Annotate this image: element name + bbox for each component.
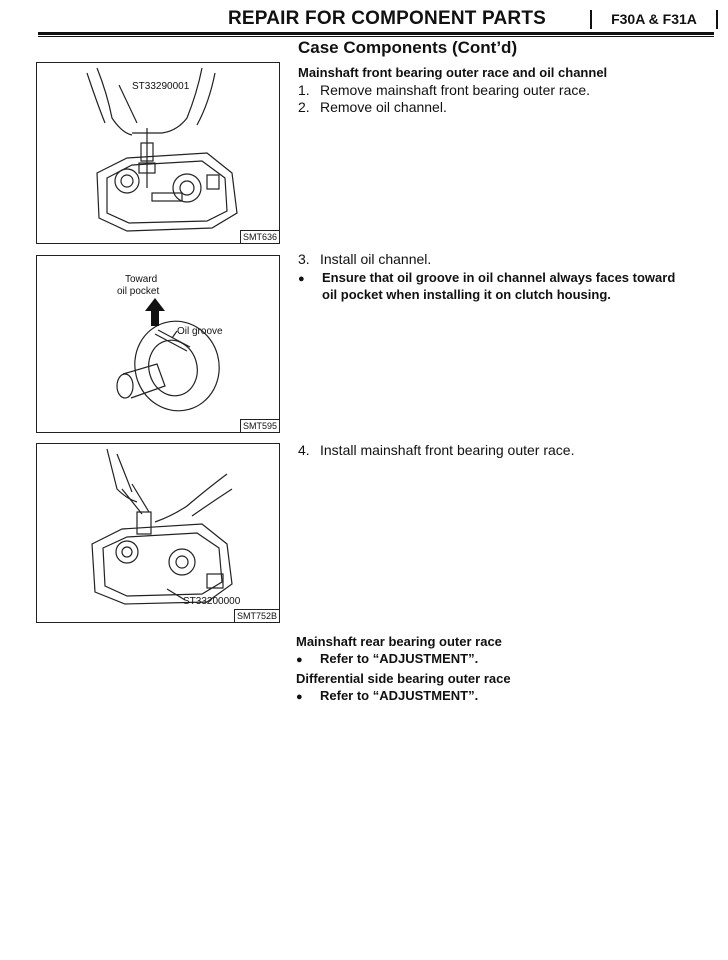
step-number: 2.: [298, 99, 310, 115]
step-text: Install oil channel.: [320, 251, 432, 267]
diff-bearing-heading: Differential side bearing outer race: [296, 671, 511, 686]
bullet-icon: ●: [296, 654, 303, 666]
step-number: 1.: [298, 82, 310, 98]
label-oil-groove: Oil groove: [177, 326, 223, 337]
step-number: 3.: [298, 251, 310, 267]
bullet-text-line2: oil pocket when installing it on clutch housing.: [322, 287, 611, 302]
figure-code: SMT636: [240, 230, 279, 243]
bullet-icon: ●: [298, 273, 305, 285]
figure-illustration-install: [37, 444, 279, 622]
step-text: Install mainshaft front bearing outer race.: [320, 442, 575, 458]
header-rule-thin: [38, 36, 714, 37]
figure-illustration-channel: [37, 256, 279, 432]
model-designation: F30A & F31A: [590, 10, 718, 29]
bullet-text: Refer to “ADJUSTMENT”.: [320, 651, 479, 666]
rear-bearing-heading: Mainshaft rear bearing outer race: [296, 634, 502, 649]
rear-bearing-bullet: [296, 651, 478, 666]
subheading-front-bearing: Mainshaft front bearing outer race and oil channel: [298, 65, 608, 80]
bullet-oil-groove: [298, 270, 675, 285]
figure-code: SMT595: [240, 419, 279, 432]
label-toward: Toward: [125, 274, 158, 285]
page-header-title: REPAIR FOR COMPONENT PARTS: [228, 8, 547, 29]
step-text: Remove mainshaft front bearing outer race.: [320, 82, 591, 98]
step-number: 4.: [298, 442, 310, 458]
step-4: [298, 442, 574, 458]
label-oil-pocket: oil pocket: [117, 286, 160, 297]
tool-label: ST33290001: [132, 81, 190, 92]
figure-install-outer-race: [36, 443, 280, 623]
step-1: [298, 82, 590, 98]
section-title: Case Components (Cont’d): [298, 38, 518, 57]
arrow-up-icon: [145, 298, 165, 326]
step-2: [298, 99, 447, 115]
header-rule: [38, 32, 714, 35]
diff-bearing-bullet: [296, 688, 478, 703]
figure-code: SMT752B: [234, 609, 279, 622]
step-text: Remove oil channel.: [320, 99, 447, 115]
tool-label: ST33200000: [183, 596, 241, 607]
bullet-icon: ●: [296, 691, 303, 703]
bullet-text: Refer to “ADJUSTMENT”.: [320, 688, 479, 703]
figure-remove-outer-race: [36, 62, 280, 244]
step-3: [298, 251, 431, 267]
figure-oil-channel: [36, 255, 280, 433]
bullet-text-line1: Ensure that oil groove in oil channel always faces toward: [322, 270, 676, 285]
